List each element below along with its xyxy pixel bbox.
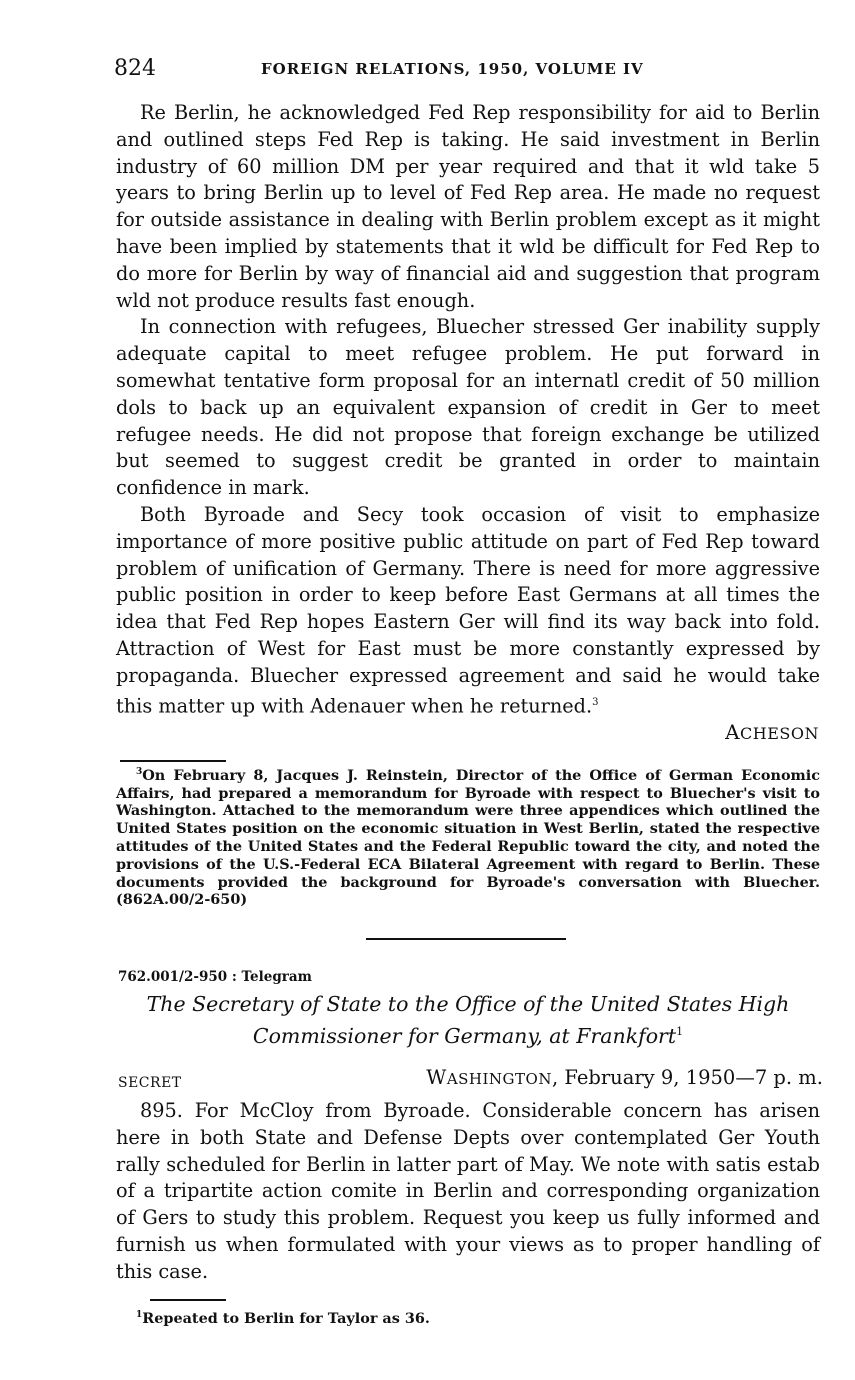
signature-rest: CHESON — [740, 724, 819, 743]
footnote-3 — [116, 764, 820, 909]
document-title — [116, 990, 820, 1050]
title-line-2-text: Commissioner for Germany, at Frankfort — [252, 1023, 677, 1048]
footnote-marker: 3 — [136, 767, 143, 777]
file-number: 762.001/2-950 : Telegram — [118, 969, 312, 985]
title-line-1: The Secretary of State to the Office of the United States High — [146, 992, 790, 1016]
title-line-2 — [116, 1018, 820, 1050]
dateline-place-rest: ASHINGTON — [446, 1070, 552, 1088]
page-header — [114, 56, 820, 86]
page-number: 824 — [114, 56, 156, 81]
telegram-body — [116, 1098, 820, 1286]
section-divider — [366, 938, 566, 940]
footnote-1 — [116, 1307, 820, 1328]
telegram-paragraph: 895. For McCloy from Byroade. Considerable concern has arisen here in both State and Defense Depts over contemplated Ger Youth rally scheduled for Berlin in latter part of May. We note with satis estab of a tripartite action comite in Berlin and corresponding organization of Gers to study this problem. Request you keep us fully informed and furnish us when formulated with your views as to proper handling of this case. — [116, 1099, 820, 1283]
footnote-text: On February 8, Jacques J. Reinstein, Director of the Office of German Economic Affairs, had prepared a memorandum for Byroade with respect to Bluecher's visit to Washington. Attached to the memorandum were three appendices which outlined the United States position on the economic situation in West Berlin, stated the respective attitudes of the United States and the Federal Republic toward the city, and noted the provisions of the U.S.-Federal ECA Bilateral Agreement with regard to Berlin. These documents provided the background for Byroade's conversation with Bluecher. (862A.00/2-650) — [116, 766, 820, 909]
footnote-ref: 3 — [592, 696, 599, 708]
footnote-marker: 1 — [136, 1310, 143, 1320]
footnote-rule — [150, 1299, 226, 1301]
signature-initial: A — [725, 720, 741, 744]
body-paragraph: Re Berlin, he acknowledged Fed Rep responsibility for aid to Berlin and outlined steps Fed Rep is taking. He said investment in Berlin industry of 60 million DM per year required and that it wld take 5 years to bring Berlin up to level of Fed Rep area. He made no request for outside assistance in dealing with Berlin problem except as it might have been implied by statements that it wld be difficult for Fed Rep to do more for Berlin by way of financial aid and suggestion that program wld not produce results fast enough. — [116, 101, 820, 312]
body-paragraph-text: Both Byroade and Secy took occasion of visit to emphasize importance of more positive public attitude on part of Fed Rep toward problem of unification of Germany. There is need for more aggressive public position in order to keep before East Germans at all times the idea that Fed Rep hopes Eastern Ger will find its way back into fold. Attraction of West for East must be more constantly expressed by propaganda. Bluecher expressed agreement and said he would take this matter up with Adenauer when he returned. — [116, 502, 820, 717]
running-title: FOREIGN RELATIONS, 1950, VOLUME IV — [261, 60, 644, 78]
footnote-text: Repeated to Berlin for Taylor as 36. — [142, 1309, 430, 1327]
body-section-1 — [116, 100, 820, 720]
dateline — [426, 1066, 823, 1089]
footnote-rule — [120, 760, 226, 762]
dateline-date: , February 9, 1950—7 p. m. — [551, 1066, 823, 1089]
classification-label: SECRET — [118, 1075, 182, 1091]
body-paragraph: In connection with refugees, Bluecher stressed Ger inability supply adequate capital to meet refugee problem. He put forward in somewhat tentative form proposal for an internatl credit of 50 million dols to back up an equivalent expansion of credit in Ger to meet refugee needs. He did not propose that foreign exchange be utilized but seemed to suggest credit be granted in order to maintain confidence in mark. — [116, 315, 820, 500]
dateline-place-initial: W — [426, 1066, 447, 1089]
body-paragraph — [116, 502, 820, 720]
title-footnote-ref: 1 — [676, 1025, 684, 1038]
dateline-place — [426, 1066, 552, 1089]
signature — [725, 720, 819, 744]
